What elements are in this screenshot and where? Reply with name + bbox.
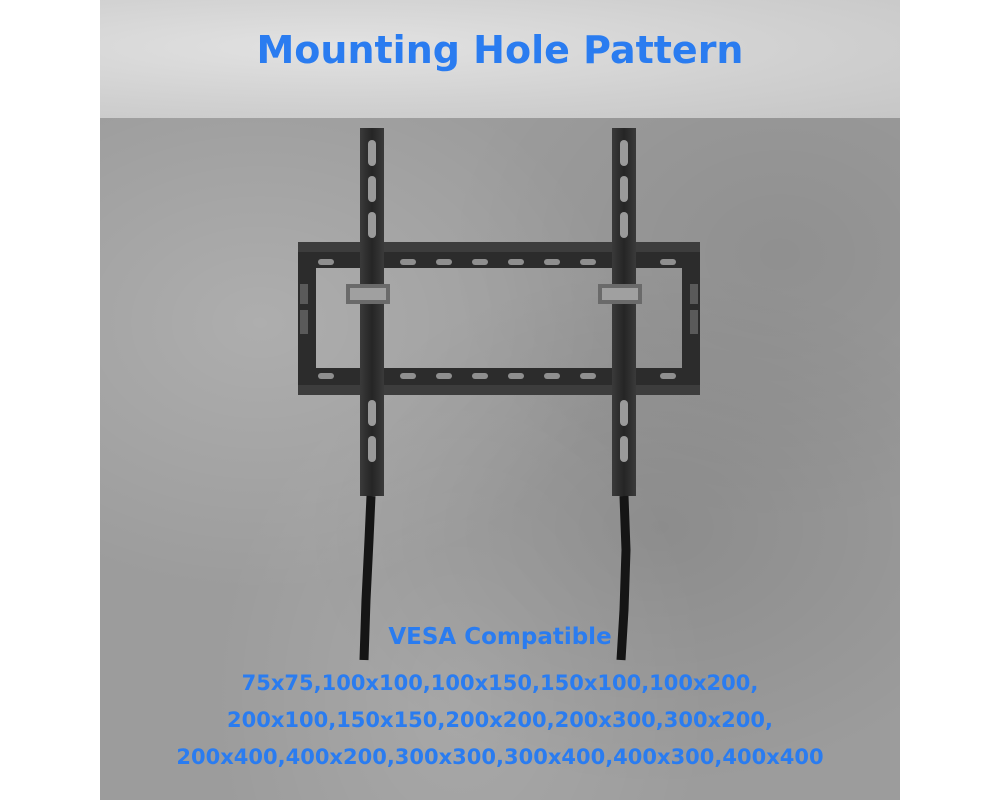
vesa-sizes-line: 75x75,100x100,100x150,150x100,100x200,	[241, 671, 759, 695]
wall-plate	[298, 242, 700, 395]
vesa-sizes-line: 200x100,150x150,200x200,200x300,300x200,	[227, 708, 773, 732]
page-title: Mounting Hole Pattern	[256, 28, 744, 72]
vesa-heading: VESA Compatible	[388, 624, 612, 650]
vesa-sizes-line: 200x400,400x200,300x300,300x400,400x300,400x400	[176, 745, 824, 769]
